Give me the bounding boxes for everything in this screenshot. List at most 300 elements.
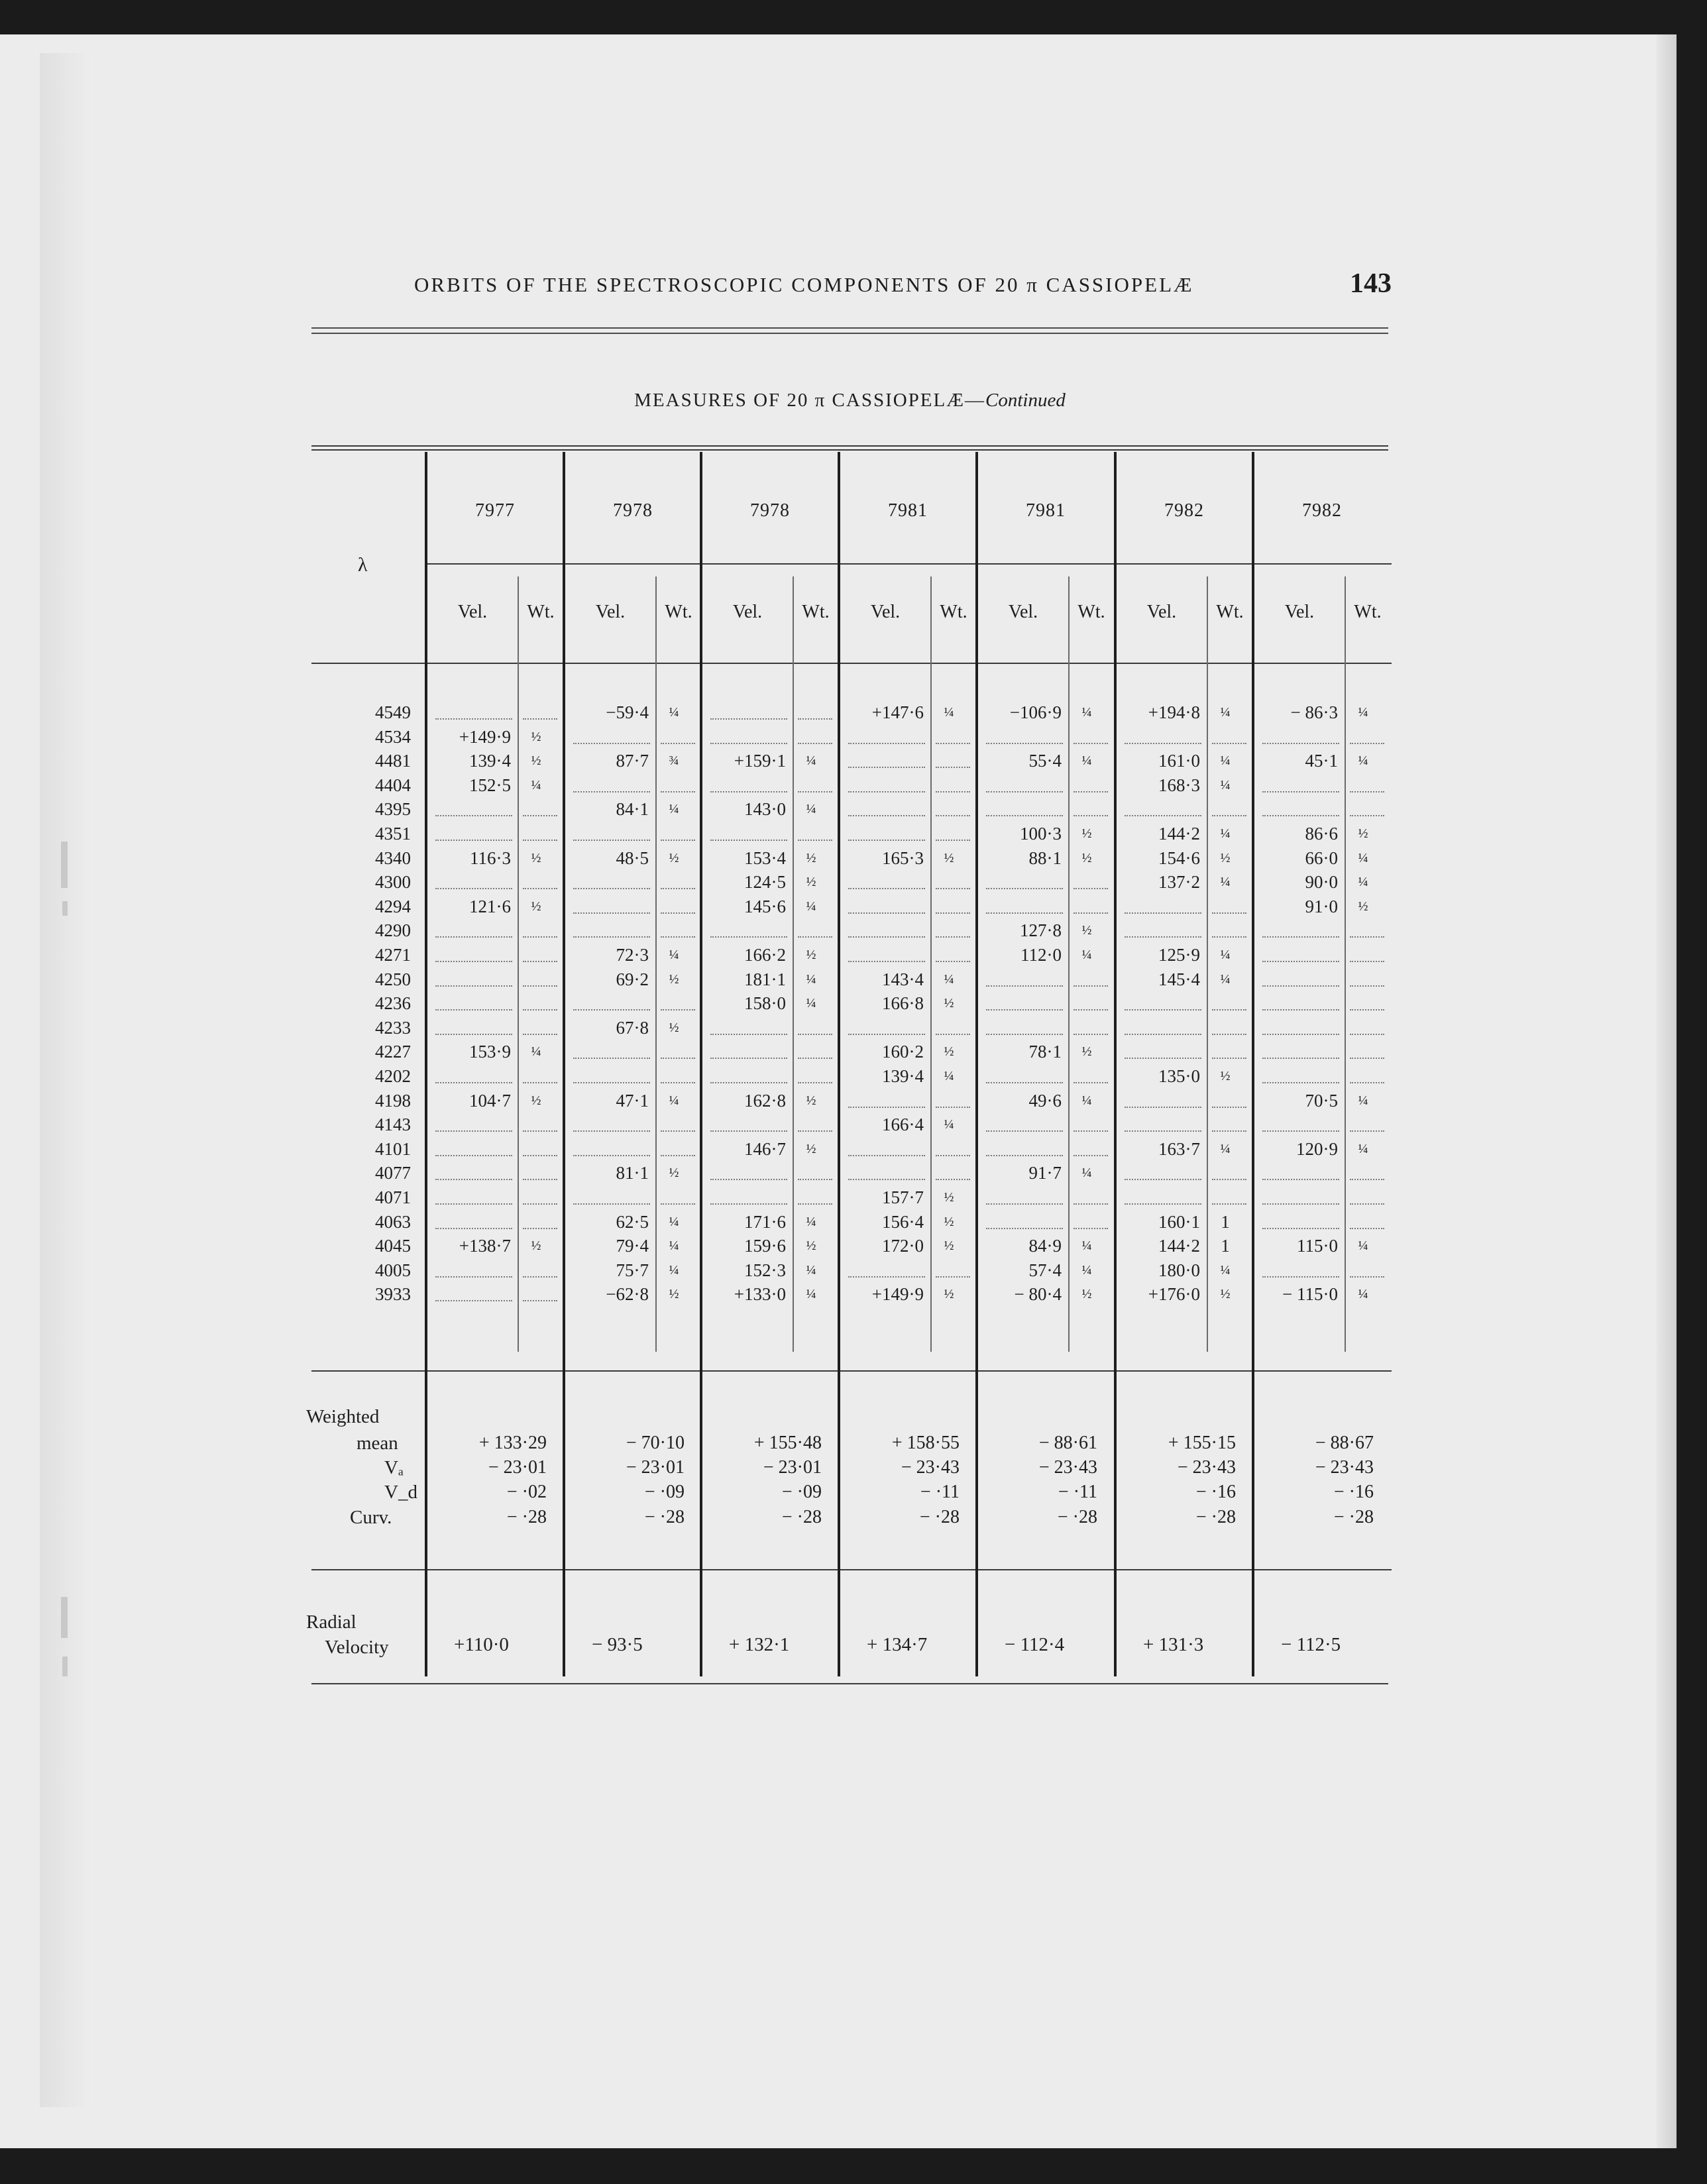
weight-value: ¼	[669, 705, 679, 720]
leader-dots	[661, 1155, 695, 1156]
summary-va: − 23·01	[488, 1457, 547, 1478]
leader-dots	[936, 791, 970, 792]
weight-value: ½	[944, 1287, 954, 1302]
leader-dots	[1262, 1130, 1339, 1132]
velocity-value: 78·1	[1028, 1042, 1062, 1062]
wavelength: 4143	[375, 1115, 411, 1135]
leader-dots	[1350, 985, 1384, 987]
velocity-value: 159·6	[744, 1236, 786, 1256]
leader-dots	[573, 1082, 650, 1083]
header-rule	[311, 327, 1388, 329]
velocity-value: 127·8	[1020, 920, 1062, 941]
leader-dots	[523, 1082, 557, 1083]
leader-dots	[1125, 1203, 1201, 1205]
leader-dots	[1125, 1034, 1201, 1035]
vel-header: Vel.	[1008, 602, 1038, 622]
summary-weighted-mean: − 88·67	[1315, 1433, 1374, 1453]
weight-value: ¼	[1220, 705, 1231, 720]
leader-dots	[523, 1009, 557, 1010]
leader-dots	[1125, 1107, 1201, 1108]
leader-dots	[1262, 936, 1339, 938]
radial-velocity-value: + 134·7	[867, 1634, 928, 1655]
summary-curv: − ·28	[506, 1507, 547, 1527]
leader-dots	[1125, 1009, 1201, 1010]
leader-dots	[710, 791, 787, 792]
leader-dots	[1125, 936, 1201, 938]
leader-dots	[1212, 1058, 1246, 1059]
leader-dots	[1262, 1034, 1339, 1035]
summary-curv: − ·28	[919, 1507, 960, 1527]
leader-dots	[1074, 1082, 1108, 1083]
leader-dots	[986, 1130, 1063, 1132]
plate-number: 7978	[750, 500, 790, 521]
leader-dots	[1212, 1130, 1246, 1132]
summary-weighted-mean: − 88·61	[1038, 1433, 1097, 1453]
weight-value: ¼	[1358, 753, 1368, 769]
vel-wt-separator	[1207, 576, 1208, 1352]
velocity-value: 87·7	[616, 751, 649, 771]
weight-value: ½	[531, 729, 541, 744]
leader-dots	[848, 888, 925, 889]
leader-dots	[798, 1203, 832, 1205]
weight-value: ¼	[1081, 1093, 1092, 1108]
vel-wt-separator	[793, 576, 794, 1352]
leader-dots	[435, 985, 512, 987]
weight-value: ¼	[944, 1069, 954, 1083]
leader-dots	[573, 1203, 650, 1205]
leader-dots	[523, 815, 557, 816]
leader-dots	[986, 1228, 1063, 1229]
leader-dots	[936, 743, 970, 744]
leader-dots	[523, 1155, 557, 1156]
leader-dots	[661, 1058, 695, 1059]
weight-value: ½	[531, 1238, 541, 1254]
leader-dots	[1212, 743, 1246, 744]
weight-value: ½	[531, 899, 541, 914]
velocity-value: 145·4	[1158, 969, 1200, 989]
leader-dots	[573, 840, 650, 841]
leader-dots	[523, 961, 557, 962]
velocity-value: 152·3	[744, 1260, 786, 1280]
weight-value: ¼	[1220, 777, 1231, 792]
leader-dots	[710, 936, 787, 938]
weight-value: ¼	[669, 1093, 679, 1108]
vel-header: Vel.	[732, 602, 763, 622]
weight-value: ½	[1081, 1044, 1092, 1060]
wavelength: 4077	[375, 1163, 411, 1183]
velocity-value: 125·9	[1158, 945, 1200, 965]
velocity-value: 120·9	[1296, 1138, 1338, 1159]
leader-dots	[848, 1034, 925, 1035]
leader-dots	[848, 936, 925, 938]
leader-dots	[1125, 1179, 1201, 1180]
leader-dots	[523, 840, 557, 841]
leader-dots	[986, 985, 1063, 987]
wavelength: 4404	[375, 775, 411, 795]
velocity-value: − 80·4	[1014, 1284, 1062, 1305]
leader-dots	[435, 1082, 512, 1083]
summary-vd: − ·16	[1195, 1482, 1236, 1502]
leader-dots	[986, 791, 1063, 792]
velocity-value: 139·4	[882, 1066, 924, 1086]
leader-dots	[1212, 1179, 1246, 1180]
plate-number: 7982	[1164, 500, 1204, 521]
leader-dots	[986, 1082, 1063, 1083]
wt-header: Wt.	[940, 602, 967, 622]
velocity-value: 165·3	[882, 847, 924, 868]
weight-value: ½	[1358, 899, 1368, 914]
leader-dots	[1074, 912, 1108, 914]
leader-dots	[1350, 1179, 1384, 1180]
radial-velocity-value: − 112·4	[1005, 1634, 1065, 1655]
velocity-value: +194·8	[1148, 702, 1200, 722]
wavelength: 4233	[375, 1017, 411, 1038]
velocity-value: 79·4	[616, 1236, 649, 1256]
weight-value: 1	[1221, 1211, 1230, 1232]
velocity-value: 139·4	[469, 751, 511, 771]
binding-mark	[61, 842, 68, 888]
weight-value: ¼	[1358, 875, 1368, 890]
leader-dots	[1074, 1155, 1108, 1156]
velocity-value: 49·6	[1028, 1090, 1062, 1111]
leader-dots	[1074, 1034, 1108, 1035]
leader-dots	[848, 767, 925, 768]
wavelength: 4294	[375, 896, 411, 916]
wavelength: 4227	[375, 1042, 411, 1062]
leader-dots	[1212, 1107, 1246, 1108]
leader-dots	[435, 1179, 512, 1180]
leader-dots	[1262, 1179, 1339, 1180]
leader-dots	[661, 1130, 695, 1132]
leader-dots	[986, 1203, 1063, 1205]
leader-dots	[1212, 1203, 1246, 1205]
velocity-value: 180·0	[1158, 1260, 1200, 1280]
weight-value: ¼	[1081, 1166, 1092, 1181]
leader-dots	[1125, 743, 1201, 744]
leader-dots	[986, 1009, 1063, 1010]
velocity-value: 143·0	[744, 799, 786, 820]
leader-dots	[710, 1203, 787, 1205]
weight-value: ¼	[531, 1044, 541, 1060]
velocity-value: − 115·0	[1282, 1284, 1338, 1305]
leader-dots	[435, 718, 512, 720]
page-edge	[1657, 34, 1677, 2148]
wavelength: 3933	[375, 1284, 411, 1305]
wavelength: 4236	[375, 993, 411, 1014]
leader-dots	[936, 1179, 970, 1180]
velocity-value: 75·7	[616, 1260, 649, 1280]
table-head-rule	[311, 663, 1392, 664]
leader-dots	[710, 1082, 787, 1083]
leader-dots	[1074, 888, 1108, 889]
leader-dots	[435, 815, 512, 816]
plate-number: 7977	[475, 500, 515, 521]
leader-dots	[573, 912, 650, 914]
velocity-value: 144·2	[1158, 824, 1200, 844]
velocity-value: 168·3	[1158, 775, 1200, 795]
leader-dots	[1350, 815, 1384, 816]
velocity-value: 70·5	[1305, 1090, 1338, 1111]
leader-dots	[1350, 1034, 1384, 1035]
velocity-value: 143·4	[882, 969, 924, 989]
leader-dots	[435, 888, 512, 889]
velocity-value: 124·5	[744, 872, 786, 893]
leader-dots	[1074, 985, 1108, 987]
leader-dots	[1074, 743, 1108, 744]
leader-dots	[1074, 815, 1108, 816]
summary-curv: − ·28	[1057, 1507, 1097, 1527]
weight-value: ½	[806, 850, 816, 865]
leader-dots	[986, 912, 1063, 914]
leader-dots	[798, 936, 832, 938]
binding-edge	[40, 53, 93, 2107]
weight-value: ½	[806, 948, 816, 962]
weight-value: ¼	[1220, 875, 1231, 890]
leader-dots	[848, 1107, 925, 1108]
leader-dots	[710, 1179, 787, 1180]
summary-va: − 23·01	[626, 1457, 685, 1478]
vel-wt-separator	[1068, 576, 1070, 1352]
running-title: ORBITS OF THE SPECTROSCOPIC COMPONENTS OF 20 π CASSIOPELÆ	[414, 273, 1194, 296]
weight-value: ¼	[669, 802, 679, 817]
summary-va: − 23·43	[1177, 1457, 1236, 1478]
plate-number: 7981	[1026, 500, 1066, 521]
leader-dots	[1212, 1009, 1246, 1010]
velocity-value: 160·1	[1158, 1211, 1200, 1232]
leader-dots	[1074, 1009, 1108, 1010]
leader-dots	[1262, 1228, 1339, 1229]
wavelength: 4005	[375, 1260, 411, 1280]
velocity-value: 163·7	[1158, 1138, 1200, 1159]
velocity-value: 181·1	[744, 969, 786, 989]
weight-value: ¼	[944, 705, 954, 720]
leader-dots	[986, 1034, 1063, 1035]
leader-dots	[435, 1276, 512, 1278]
weight-value: ¼	[806, 899, 816, 914]
summary-curv: − ·28	[781, 1507, 822, 1527]
weight-value: ¼	[806, 996, 816, 1011]
weight-value: ½	[1081, 1287, 1092, 1302]
leader-dots	[986, 1155, 1063, 1156]
velocity-value: +149·9	[871, 1284, 924, 1305]
weight-value: ¼	[1358, 705, 1368, 720]
leader-dots	[661, 1009, 695, 1010]
leader-dots	[848, 791, 925, 792]
weight-value: ½	[669, 850, 679, 865]
column-separator	[563, 452, 565, 1676]
leader-dots	[1074, 791, 1108, 792]
velocity-value: 47·1	[616, 1090, 649, 1111]
leader-dots	[435, 1300, 512, 1301]
summary-curv: − ·28	[1333, 1507, 1374, 1527]
leader-dots	[435, 1155, 512, 1156]
weight-value: ¼	[1220, 971, 1231, 987]
leader-dots	[1262, 961, 1339, 962]
leader-dots	[710, 1058, 787, 1059]
weight-value: ¼	[531, 777, 541, 792]
summary-rule	[311, 1370, 1392, 1372]
velocity-value: 158·0	[744, 993, 786, 1014]
leader-dots	[523, 1228, 557, 1229]
column-separator	[1114, 452, 1117, 1676]
leader-dots	[573, 936, 650, 938]
weight-value: ½	[531, 850, 541, 865]
velocity-value: 146·7	[744, 1138, 786, 1159]
table-caption	[311, 390, 1388, 411]
weight-value: ¼	[1358, 1093, 1368, 1108]
column-separator	[425, 452, 427, 1676]
leader-dots	[1350, 743, 1384, 744]
velocity-value: 171·6	[744, 1211, 786, 1232]
leader-dots	[936, 840, 970, 841]
weight-value: ½	[669, 971, 679, 987]
velocity-value: 104·7	[469, 1090, 511, 1111]
page-number: 143	[1350, 268, 1392, 299]
velocity-value: +138·7	[459, 1236, 511, 1256]
weight-value: ½	[806, 1238, 816, 1254]
radial-velocity-value: + 131·3	[1143, 1634, 1204, 1655]
leader-dots	[1262, 1203, 1339, 1205]
wt-header: Wt.	[1077, 602, 1105, 622]
mean-label: mean	[357, 1433, 398, 1454]
leader-dots	[1125, 912, 1201, 914]
velocity-value: 152·5	[469, 775, 511, 795]
leader-dots	[1350, 791, 1384, 792]
weight-value: ¼	[669, 1238, 679, 1254]
leader-dots	[1350, 1228, 1384, 1229]
leader-dots	[848, 961, 925, 962]
leader-dots	[936, 961, 970, 962]
weight-value: ¼	[944, 1117, 954, 1132]
leader-dots	[1125, 1130, 1201, 1132]
leader-dots	[523, 1276, 557, 1278]
leader-dots	[848, 1276, 925, 1278]
weight-value: ½	[944, 850, 954, 865]
velocity-value: 157·7	[882, 1187, 924, 1207]
wavelength: 4549	[375, 702, 411, 722]
lambda-label: λ	[358, 554, 368, 576]
velocity-value: 162·8	[744, 1090, 786, 1111]
velocity-value: −59·4	[606, 702, 649, 722]
weight-value: ¼	[806, 1214, 816, 1229]
leader-dots	[936, 1155, 970, 1156]
leader-dots	[1350, 1082, 1384, 1083]
leader-dots	[798, 743, 832, 744]
velocity-value: 84·9	[1028, 1236, 1062, 1256]
leader-dots	[936, 888, 970, 889]
wavelength: 4534	[375, 726, 411, 747]
velocity-value: 156·4	[882, 1211, 924, 1232]
leader-dots	[710, 840, 787, 841]
radial-velocity-value: − 93·5	[592, 1634, 643, 1655]
leader-dots	[435, 1228, 512, 1229]
leader-dots	[661, 936, 695, 938]
velocity-value: 166·4	[882, 1115, 924, 1135]
weight-value: ¼	[1358, 1287, 1368, 1302]
leader-dots	[1125, 1058, 1201, 1059]
weight-value: ¼	[1081, 1238, 1092, 1254]
velocity-value: 55·4	[1028, 751, 1062, 771]
plate-number: 7982	[1302, 500, 1342, 521]
velocity-value: 172·0	[882, 1236, 924, 1256]
summary-va: − 23·43	[1038, 1457, 1097, 1478]
caption-italic: Continued	[985, 390, 1066, 411]
wavelength: 4300	[375, 872, 411, 893]
weight-value: 1	[1221, 1236, 1230, 1256]
weight-value: ¼	[944, 971, 954, 987]
leader-dots	[1350, 1130, 1384, 1132]
weight-value: ¼	[1220, 948, 1231, 962]
wt-header: Wt.	[1216, 602, 1244, 622]
leader-dots	[523, 1130, 557, 1132]
leader-dots	[986, 888, 1063, 889]
leader-dots	[661, 888, 695, 889]
velocity-value: 161·0	[1158, 751, 1200, 771]
table-top-rule	[311, 445, 1388, 447]
summary-weighted-mean: + 155·48	[753, 1433, 822, 1453]
weight-value: ½	[944, 1214, 954, 1229]
wt-header: Wt.	[802, 602, 830, 622]
velocity-value: 84·1	[616, 799, 649, 820]
leader-dots	[523, 1034, 557, 1035]
velocity-value: 115·0	[1297, 1236, 1338, 1256]
leader-dots	[573, 791, 650, 792]
velocity-value: 91·7	[1028, 1163, 1062, 1183]
weight-value: ¾	[669, 753, 679, 769]
wavelength: 4395	[375, 799, 411, 820]
leader-dots	[435, 1009, 512, 1010]
leader-dots	[573, 1155, 650, 1156]
leader-dots	[936, 767, 970, 768]
leader-dots	[523, 936, 557, 938]
leader-dots	[710, 1034, 787, 1035]
vel-header: Vel.	[870, 602, 901, 622]
column-separator	[838, 452, 840, 1676]
velocity-value: 144·2	[1158, 1236, 1200, 1256]
leader-dots	[1262, 1009, 1339, 1010]
leader-dots	[848, 912, 925, 914]
leader-dots	[710, 1130, 787, 1132]
leader-dots	[936, 936, 970, 938]
vel-wt-separator	[518, 576, 519, 1352]
leader-dots	[798, 1082, 832, 1083]
weight-value: ¼	[669, 1214, 679, 1229]
weight-value: ¼	[1081, 705, 1092, 720]
leader-dots	[1350, 961, 1384, 962]
velocity-value: 81·1	[616, 1163, 649, 1183]
weight-value: ¼	[1220, 753, 1231, 769]
velocity-value: 153·9	[469, 1042, 511, 1062]
velocity-value: − 86·3	[1290, 702, 1338, 722]
wavelength: 4198	[375, 1090, 411, 1111]
leader-dots	[435, 936, 512, 938]
velocity-value: 45·1	[1305, 751, 1338, 771]
leader-dots	[1262, 1082, 1339, 1083]
velocity-value: 72·3	[616, 945, 649, 965]
velocity-value: 116·3	[470, 847, 511, 868]
leader-dots	[435, 1034, 512, 1035]
binding-mark	[61, 1597, 68, 1638]
weight-value: ¼	[806, 1262, 816, 1278]
summary-curv: − ·28	[1195, 1507, 1236, 1527]
wt-header: Wt.	[527, 602, 555, 622]
velocity-value: 48·5	[616, 847, 649, 868]
leader-dots	[573, 1058, 650, 1059]
leader-dots	[798, 1130, 832, 1132]
weight-value: ½	[1358, 826, 1368, 841]
leader-dots	[523, 1300, 557, 1301]
velocity-value: 86·6	[1305, 824, 1338, 844]
